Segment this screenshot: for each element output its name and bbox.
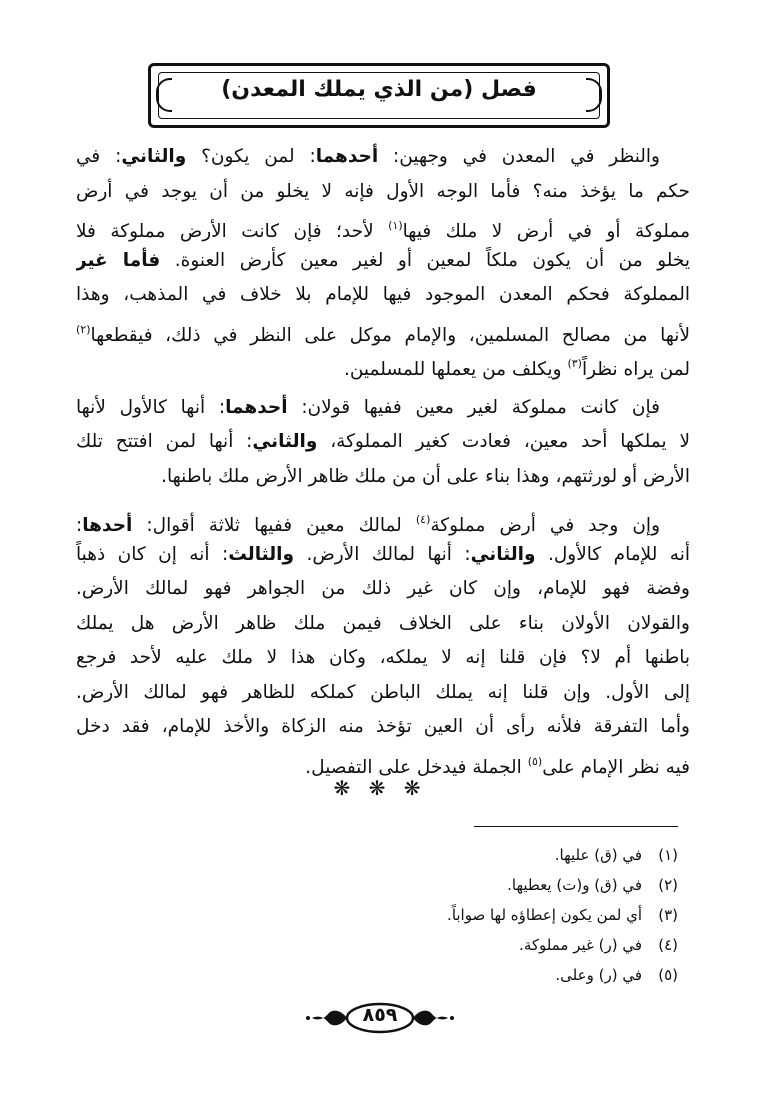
footnote-ref: (٤) (415, 513, 431, 526)
text-run: فيه نظر الإمام على (542, 756, 690, 778)
text-run: إلى الأول. وإن قلنا إنه يملك الباطن كملكه للظاهر فهو لمالك الأرض. (76, 681, 690, 703)
text-line (76, 572, 690, 607)
footnote-ref: (٣) (567, 357, 582, 370)
text-run: لمالك معين ففيها ثلاثة أقوال: (132, 515, 416, 536)
footnote-separator (474, 826, 678, 827)
text-run: وفضة فهو للإمام، وإن كان غير ذلك من الجواهر فهو لمالك الأرض. (76, 578, 690, 599)
text-run: والقولان الأولان بناء على الخلاف فيمن ملك ظاهر الأرض هل يملك (76, 612, 690, 634)
text-run: : (76, 515, 83, 536)
footnote-number: (٤) (658, 936, 678, 954)
text-run: ويكلف من يعملها للمسلمين. (343, 359, 568, 380)
bold-term: أحدهما (225, 396, 288, 418)
text-run: : لمن يكون؟ (186, 146, 316, 167)
text-run: فإن كانت مملوكة لغير معين ففيها قولان: (287, 396, 660, 418)
bold-term: فأما غير (76, 249, 161, 271)
footnote-ref: (٢) (76, 322, 91, 336)
bold-term: والثاني (252, 431, 318, 452)
paragraph (76, 391, 690, 495)
text-run: : أنها لمن افتتح تلك (76, 431, 253, 452)
main-text (76, 140, 690, 788)
footnote-ref: (٥) (527, 754, 543, 768)
text-line (76, 175, 690, 210)
paragraph (76, 503, 690, 779)
text-run: حكم ما يؤخذ منه؟ فأما الوجه الأول فإنه لا يخلو من أن يوجد في أرض (76, 180, 690, 202)
footnote-text: أي لمن يكون إعطاؤه لها صواباً. (447, 906, 642, 924)
text-line (76, 425, 690, 460)
text-run: الأرض أو لورثتهم، وهذا بناء على أن من ملك ظاهر الأرض ملك باطنها. (161, 465, 690, 487)
bold-term: والثاني (470, 543, 536, 565)
text-line (76, 607, 690, 642)
page-number-ornament (300, 1001, 460, 1035)
text-line (76, 710, 690, 745)
text-run: : أنها كالأول لأنها (76, 396, 226, 418)
text-run: : في (76, 146, 122, 167)
text-line (76, 209, 690, 244)
text-run: يخلو من أن يكون ملكاً لمعين أو لغير معين كأرض العنوة. (160, 249, 690, 271)
text-line (76, 278, 690, 313)
text-run: : أنه إن كان ذهباً (76, 543, 229, 565)
footnote-text: في (ر) وعلى. (555, 966, 642, 984)
footnote (178, 840, 678, 870)
text-run: لمن يراه نظراً (581, 359, 690, 380)
bold-term: أحدهما (315, 146, 379, 167)
text-line (76, 391, 690, 426)
text-run: وأما التفرقة فلأنه رأى أن العين تؤخذ منه الزكاة والأخذ للإمام، فقد دخل (76, 716, 690, 737)
text-run: أنه للإمام كالأول. (535, 543, 690, 565)
text-run: لأنها من مصالح المسلمين، والإمام موكل على النظر في ذلك، فيقطعها (90, 324, 690, 346)
footnote-text: في (ر) غير مملوكة. (519, 936, 642, 954)
chapter-title: فصل (من الذي يملك المعدن) (221, 77, 537, 102)
text-line (76, 313, 690, 348)
text-line (76, 641, 690, 676)
footnote (178, 870, 678, 900)
footnote (178, 900, 678, 930)
text-line (76, 244, 690, 279)
footnote (178, 930, 678, 960)
footnote-number: (٥) (658, 966, 678, 984)
footnote-number: (٢) (658, 876, 678, 894)
bold-term: أحدها (82, 515, 133, 536)
text-run: وإن وجد في أرض مملوكة (430, 515, 660, 536)
text-run: الجملة فيدخل على التفصيل. (305, 756, 528, 778)
footnotes (178, 840, 678, 990)
text-run: لا يملكها أحد معين، فعادت كغير المملوكة، (317, 431, 690, 452)
title-cartouche (148, 63, 610, 128)
text-line (76, 347, 690, 382)
footnote (178, 960, 678, 990)
text-line (76, 745, 690, 780)
bold-term: والثاني (121, 146, 187, 167)
text-line (76, 538, 690, 573)
text-line (76, 676, 690, 711)
text-line (76, 503, 690, 538)
text-run: المملوكة فحكم المعدن الموجود فيها للإمام بلا خلاف في المذهب، وهذا (76, 284, 690, 305)
footnote-ref: (١) (388, 219, 403, 232)
paragraph (76, 140, 690, 382)
text-run: والنظر في المعدن في وجهين: (378, 146, 660, 167)
text-line (76, 460, 690, 495)
footnote-text: في (ق) عليها. (554, 846, 642, 864)
footnote-text: في (ق) و(ت) يعطيها. (507, 876, 642, 894)
footnote-number: (٣) (658, 906, 678, 924)
text-line (76, 140, 690, 175)
footnote-number: (١) (658, 846, 678, 864)
text-run: لأحد؛ فإن كانت الأرض مملوكة فلا (76, 221, 389, 242)
section-divider-ornament: ❋ ❋ ❋ (333, 776, 427, 800)
text-run: : أنها لمالك الأرض. (294, 543, 471, 565)
bold-term: والثالث (228, 543, 295, 565)
text-run: باطنها أم لا؟ فإن قلنا إنه لا يملكه، وكان هذا لا ملك عليه لأحد فرجع (76, 647, 690, 668)
text-run: مملوكة أو في أرض لا ملك فيها (402, 221, 690, 242)
page-number: ٨٥٩ (362, 1004, 398, 1026)
